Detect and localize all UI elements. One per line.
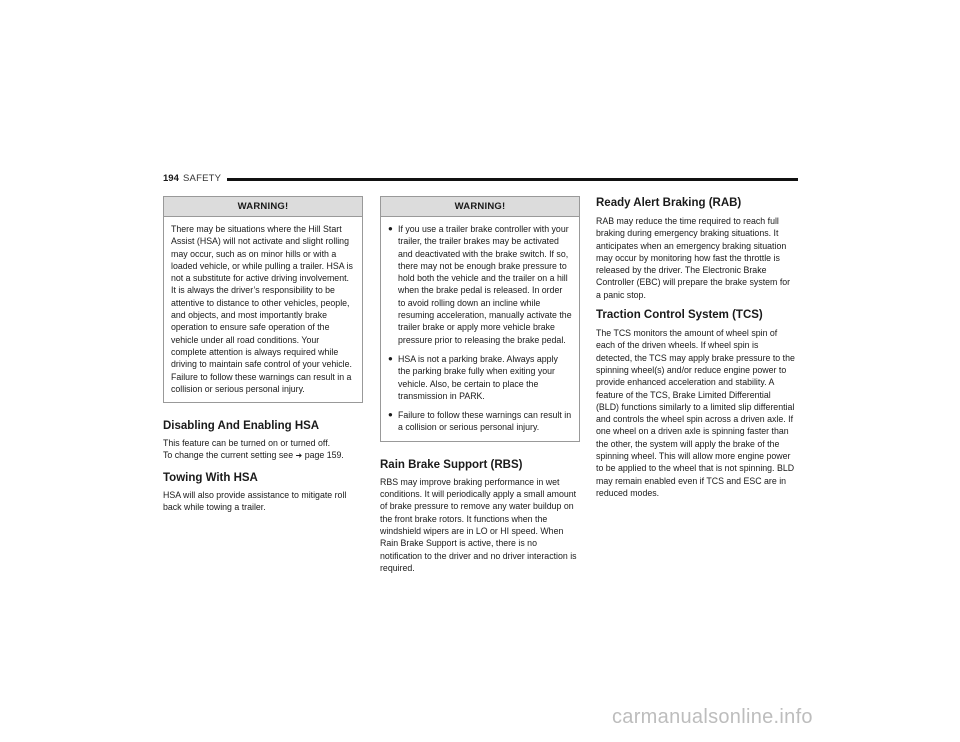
- warning-bullet: [388, 223, 572, 346]
- paragraph-disabling-enabling: [163, 437, 363, 463]
- warning-text: There may be situations where the Hill Start Assist (HSA) will not activate and slight rolling may occur, such as on minor hills or with a loaded vehicle, or while pulling a trailer. HSA is not a substitute for active driving involvement. It is always the driver’s responsibility to be attentive to distance to other vehicles, people, and objects, and most importantly brake operation to ensure safe operation of the vehicle under all road conditions. Your complete attention is always required while driving to maintain safe control of your vehicle. Failure to follow these warnings can result in a collision or serious personal injury.: [171, 224, 353, 394]
- paragraph-line: To change the current setting see: [163, 450, 294, 461]
- heading-traction-control-system: Traction Control System (TCS): [596, 309, 763, 322]
- heading-rain-brake-support: Rain Brake Support (RBS): [380, 458, 523, 471]
- bullet-icon: ●: [388, 410, 393, 420]
- column-middle: [380, 196, 580, 574]
- paragraph-traction-control-system: The TCS monitors the amount of wheel spin of each of the driven wheels. If wheel spin is detected, the TCS may apply brake pressure to the spinning wheel(s) and/or reduce engine power to provide enhanced acceleration and stability. A feature of the TCS, Brake Limited Differential (BLD) functions similarly to a limited slip differential and controls the wheel spin across a driven axle. If one wheel on a driven axle is spinning faster than the other, the system will apply the brake of the spinning wheel. This will allow more engine power to be applied to the wheel that is not spinning. BLD may remain enabled even if TCS and ESC are in reduced modes.: [596, 328, 795, 498]
- arrow-right-icon: ➜: [295, 451, 303, 461]
- page-reference-link[interactable]: page 159.: [304, 450, 344, 461]
- header-rule: [227, 178, 798, 181]
- warning-bullet: [388, 409, 572, 434]
- bullet-icon: ●: [388, 353, 393, 363]
- trailer-warning-box: [380, 196, 580, 442]
- paragraph-ready-alert-braking: RAB may reduce the time required to reach full braking during emergency braking situations. It anticipates when an emergency braking situation may occur by monitoring how fast the throttle is released by the driver. The Electronic Brake Controller (EBC) will prepare the brake system for a panic stop.: [596, 216, 791, 300]
- warning-bullets: [381, 217, 579, 441]
- warning-title: WARNING!: [381, 197, 579, 217]
- heading-ready-alert-braking: Ready Alert Braking (RAB): [596, 197, 742, 209]
- section-title: SAFETY: [183, 173, 222, 184]
- paragraph-rain-brake-support: RBS may improve braking performance in wet conditions. It will periodically apply a small amount of brake pressure to remove any water buildup on the front brake rotors. It functions when the windshield wipers are in LO or HI speed. When Rain Brake Support is active, there is no notification to the driver and no driver interaction is required.: [380, 476, 577, 573]
- page-header: [163, 173, 798, 185]
- bullet-text: HSA is not a parking brake. Always apply the parking brake fully when exiting your vehicle. Also, be certain to place the transmission in PARK.: [398, 353, 558, 401]
- paragraph-towing: HSA will also provide assistance to mitigate roll back while towing a trailer.: [163, 489, 347, 513]
- column-left: [163, 196, 363, 513]
- warning-bullet: [388, 353, 572, 402]
- hsa-warning-box: [163, 196, 363, 403]
- warning-title: WARNING!: [164, 197, 362, 217]
- watermark-text: carmanualsonline.info: [612, 706, 813, 728]
- bullet-icon: ●: [388, 224, 393, 233]
- heading-disabling-enabling-hsa: Disabling And Enabling HSA: [163, 420, 320, 433]
- bullet-text: If you use a trailer brake controller with your trailer, the trailer brakes may be activated and deactivated with the brake switch. If so, there may not be enough brake pressure to hold both the vehicle and the trailer on a hill when the brake pedal is released. In order to avoid rolling down an incline while resuming acceleration, manually activate the trailer brake or apply more vehicle brake pressure prior to releasing the brake pedal.: [398, 224, 572, 345]
- paragraph-line: This feature can be turned on or turned off.: [163, 438, 331, 449]
- page-number: 194: [163, 173, 179, 184]
- bullet-text: Failure to follow these warnings can result in a collision or serious personal injury.: [398, 410, 572, 433]
- column-right: [596, 196, 796, 499]
- heading-towing-with-hsa: Towing With HSA: [163, 471, 258, 484]
